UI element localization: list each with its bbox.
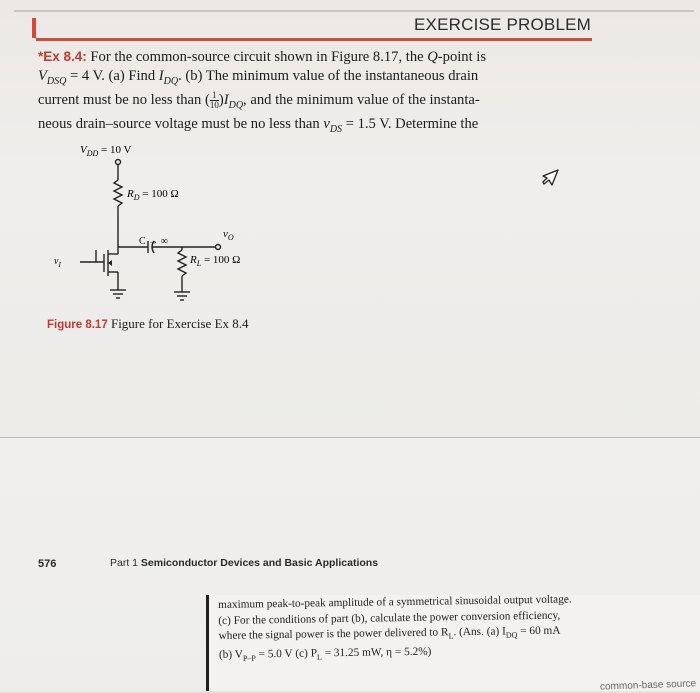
cutoff-text: common-base source xyxy=(599,678,697,693)
header-accent-mark xyxy=(32,18,36,38)
mouse-cursor-icon xyxy=(541,168,563,192)
figure-caption: Figure 8.17 Figure for Exercise Ex 8.4 xyxy=(47,316,249,331)
page-number: 576 xyxy=(38,558,57,570)
header-rule xyxy=(36,38,592,41)
svg-text:RL = 100 Ω: $R_L = 100$ Ω xyxy=(190,254,241,268)
common-source-circuit xyxy=(40,140,300,315)
capacitor-label: C → ∞ xyxy=(139,236,168,247)
exercise-header: EXERCISE PROBLEM xyxy=(414,15,592,34)
svg-text:vO: $v_O$ xyxy=(223,228,234,242)
svg-text:VDD = 10 V: $V_{DD} = 10$ V xyxy=(80,144,132,158)
exercise-label: *Ex 8.4: xyxy=(38,49,87,64)
exercise-problem-text: *Ex 8.4: For the common-source circuit shown in Figure 8.17, the Q-point is $V_{DSQ} = 4$ V. (a) Find $I_{DQ}$. (b) The minimum value of the instantaneous drain current must be no less than ( $\frac{1}{10}$ )$I_{DQ}$, and the minimum value of the instanta- neous drain–source voltage must be no less than $v_{DS} = 1.5$ V. Determine the xyxy=(38,49,487,136)
rl-resistor xyxy=(178,250,186,276)
footer-running-title: Part 1 Semiconductor Devices and Basic Applications xyxy=(110,557,379,569)
svg-text:RD = 100 Ω: $R_D = 100$ Ω xyxy=(127,188,179,202)
svg-text:vI: $v_I$ xyxy=(54,256,61,269)
answer-text: maximum peak-to-peak amplitude of a symmetrical sinusoidal output voltage. (c) For the conditions of part (b), calculate the power conversion efficiency, where the signal power is the power delivered to $R_L$. (Ans. (a) $I_{DQ} = 60$ mA (b) $V_{P-P} = 5.0$ V (c) $P_L = 31.25$ mW, η = 5.2%) xyxy=(218,593,572,663)
rd-resistor xyxy=(114,180,122,206)
top-rule xyxy=(14,10,694,12)
vdd-node xyxy=(116,160,121,165)
